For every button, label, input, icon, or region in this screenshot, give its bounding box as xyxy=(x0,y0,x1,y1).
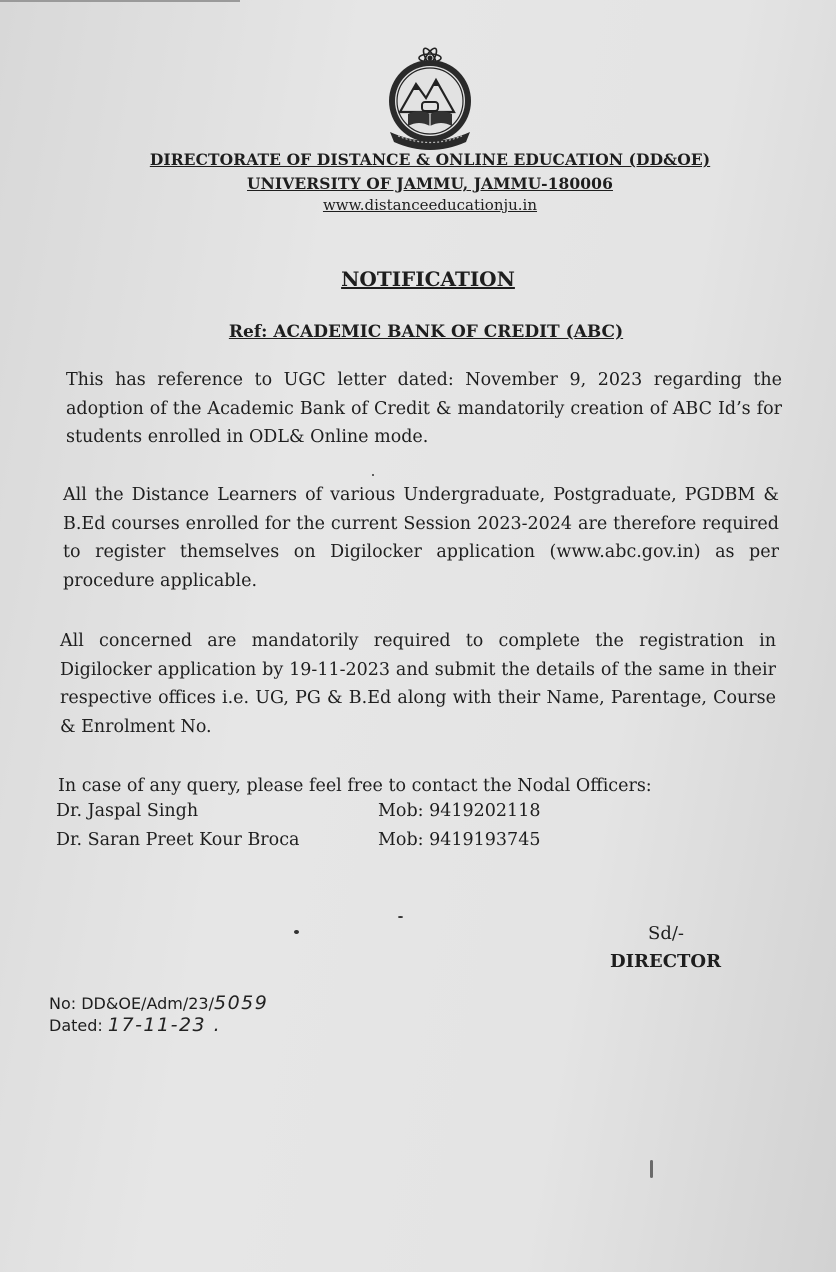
reference-number xyxy=(49,992,268,1014)
ink-speck xyxy=(294,930,299,934)
nodal-officer-name: Dr. Jaspal Singh xyxy=(56,801,199,821)
scan-edge-line xyxy=(0,0,240,2)
university-emblem-icon xyxy=(382,46,478,150)
paragraph-ugc-reference: This has reference to UGC letter dated: November 9, 2023 regarding the adoption of the Academic Bank of Credit & mandatorily creation of ABC Id’s for students enrolled in ODL& Online mode. xyxy=(66,370,782,447)
paragraph-registration-requirement: All the Distance Learners of various Undergraduate, Postgraduate, PGDBM & B.Ed courses enrolled for the current Session 2023-2024 are therefore required to register themselves on Digilocker application (www.abc.gov.in) as per procedure applicable. xyxy=(63,485,779,591)
issue-date-handwritten: 17-11-23 . xyxy=(107,1014,222,1036)
signatory-designation: DIRECTOR xyxy=(610,951,722,972)
directorate-heading: DIRECTORATE OF DISTANCE & ONLINE EDUCATION (DD&OE) xyxy=(149,150,711,169)
issue-date-label: Dated: xyxy=(49,1016,103,1035)
nodal-officer-mobile: Mob: 9419193745 xyxy=(378,830,541,850)
reference-number-handwritten: 5059 xyxy=(214,992,269,1014)
website-link: www.distanceeducationju.in xyxy=(322,196,538,214)
nodal-officer-mobile: Mob: 9419202118 xyxy=(378,801,541,821)
nodal-officer-name: Dr. Saran Preet Kour Broca xyxy=(56,830,300,850)
ink-speck xyxy=(398,916,403,918)
paper-mark xyxy=(650,1160,653,1178)
query-line: In case of any query, please feel free to contact the Nodal Officers: xyxy=(58,776,652,796)
reference-subject: Ref: ACADEMIC BANK OF CREDIT (ABC) xyxy=(228,322,624,342)
paragraph-deadline: All concerned are mandatorily required to complete the registration in Digilocker application by 19-11-2023 and submit the details of the same in their respective offices i.e. UG, PG & B.Ed along with their Name, Parentage, Course & Enrolment No. xyxy=(60,631,776,737)
signature-mark: Sd/- xyxy=(648,923,684,944)
issue-date xyxy=(49,1014,221,1036)
ink-speck xyxy=(372,474,374,476)
university-heading: UNIVERSITY OF JAMMU, JAMMU-180006 xyxy=(247,174,613,193)
reference-number-label: No: DD&OE/Adm/23/ xyxy=(49,994,214,1013)
notification-title: NOTIFICATION xyxy=(341,267,515,291)
